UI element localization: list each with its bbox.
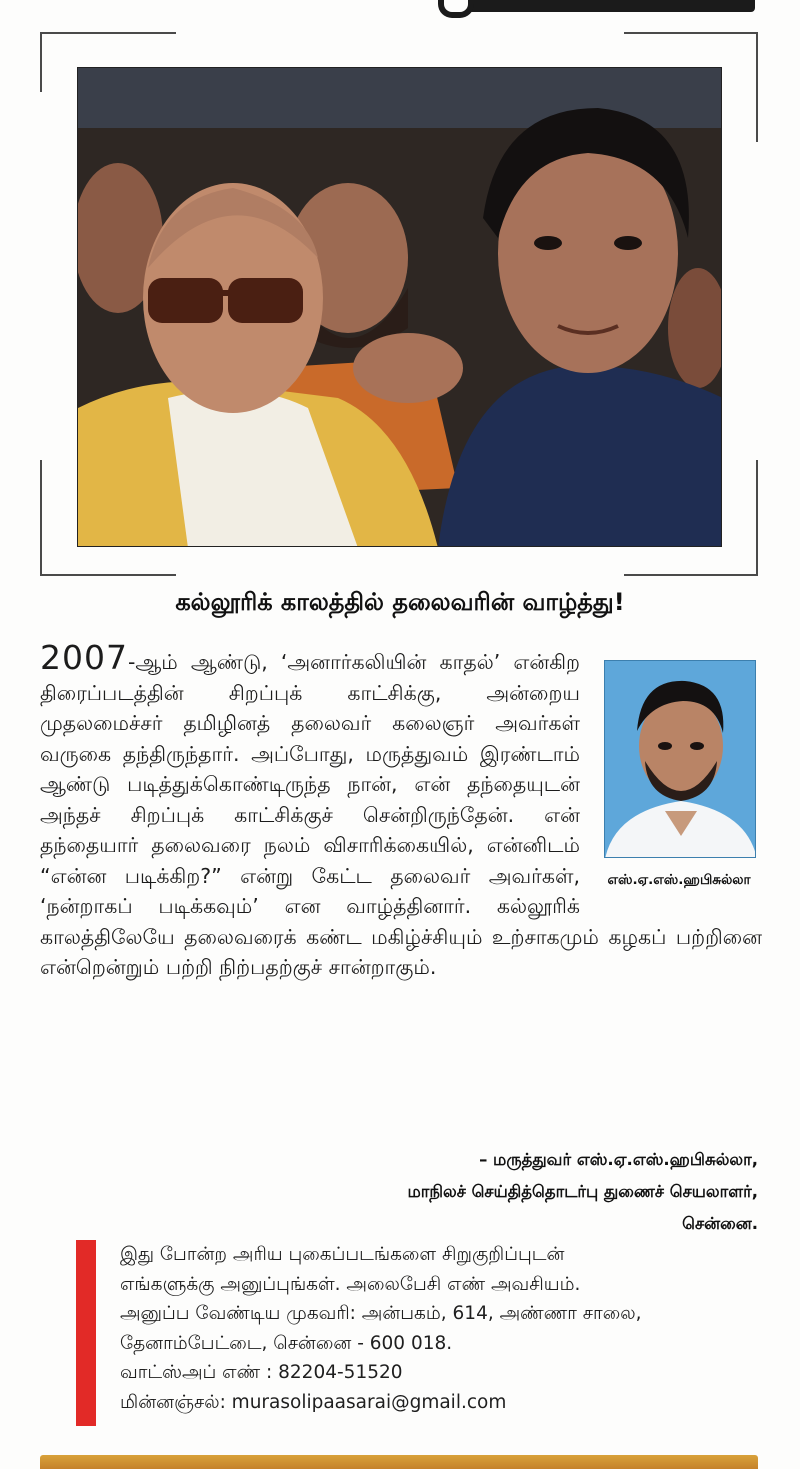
- next-section-edge: [40, 1455, 758, 1469]
- info-line-email: மின்னஞ்சல்: murasolipaasarai@gmail.com: [120, 1391, 507, 1413]
- info-box-text: [120, 1240, 770, 1417]
- submission-info-box: [76, 1240, 766, 1420]
- author-portrait-caption: எஸ்.ஏ.எஸ்.ஹபிசுல்லா: [607, 872, 751, 888]
- article-year: 2007: [40, 638, 128, 677]
- masthead-logo-fragment: [440, 0, 755, 12]
- info-line: எங்களுக்கு அனுப்புங்கள். அலைபேசி எண் அவசியம்.: [120, 1273, 581, 1295]
- main-photo-illustration: [78, 68, 722, 547]
- info-line-address: அனுப்ப வேண்டிய முகவரி: அன்பகம், 614, அண்ணா சாலை,: [120, 1303, 642, 1324]
- info-line: இது போன்ற அரிய புகைப்படங்களை சிறுகுறிப்புடன்: [120, 1244, 565, 1265]
- author-portrait-illustration: [605, 661, 756, 858]
- main-photo: [77, 67, 722, 547]
- article-headline: கல்லூரிக் காலத்தில் தலைவரின் வாழ்த்து!: [175, 588, 625, 616]
- signature-title: மாநிலச் செய்தித்தொடர்பு துணைச் செயலாளர்,: [407, 1182, 758, 1201]
- info-line-whatsapp: வாட்ஸ்அப் எண் : 82204-51520: [120, 1362, 403, 1383]
- signature-name: – மருத்துவர் எஸ்.ஏ.எஸ்.ஹபிசுல்லா,: [479, 1150, 758, 1169]
- signature-city: சென்னை.: [682, 1214, 758, 1233]
- info-box-accent-bar: [76, 1240, 96, 1426]
- info-line-address-city: தேனாம்பேட்டை, சென்னை - 600 018.: [120, 1332, 453, 1354]
- article-body-text: -ஆம் ஆண்டு, ‘அனார்கலியின் காதல்’ என்கிற திரைப்படத்தின் சிறப்புக் காட்சிக்கு, அன்றைய முதலமைச்சர் தமிழினத் தலைவர் கலைஞர் அவர்கள் வருகை தந்திருந்தார். அப்போது, மருத்துவம் இரண்டாம் ஆண்டு படித்துக்கொண்டிருந்த நான், என் தந்தையுடன் அந்தச் சிறப்புக் காட்சிக்குச் சென்றிருந்தேன். என் தந்தையார் தலைவரை நலம் விசாரிக்கையில், என்னிடம் “என்ன படிக்கிற?” என்று கேட்ட தலைவர் அவர்கள், ‘நன்றாகப் படிக்கவும்’ என வாழ்த்தினார். கல்லூரிக் காலத்திலேயே தலைவரைக் கண்ட மகிழ்ச்சியும் உற்சாகமும் கழகப் பற்றினை என்றென்றும் பற்றி நிற்பதற்குச் சான்றாகும்.: [40, 650, 762, 979]
- author-portrait: [604, 660, 756, 858]
